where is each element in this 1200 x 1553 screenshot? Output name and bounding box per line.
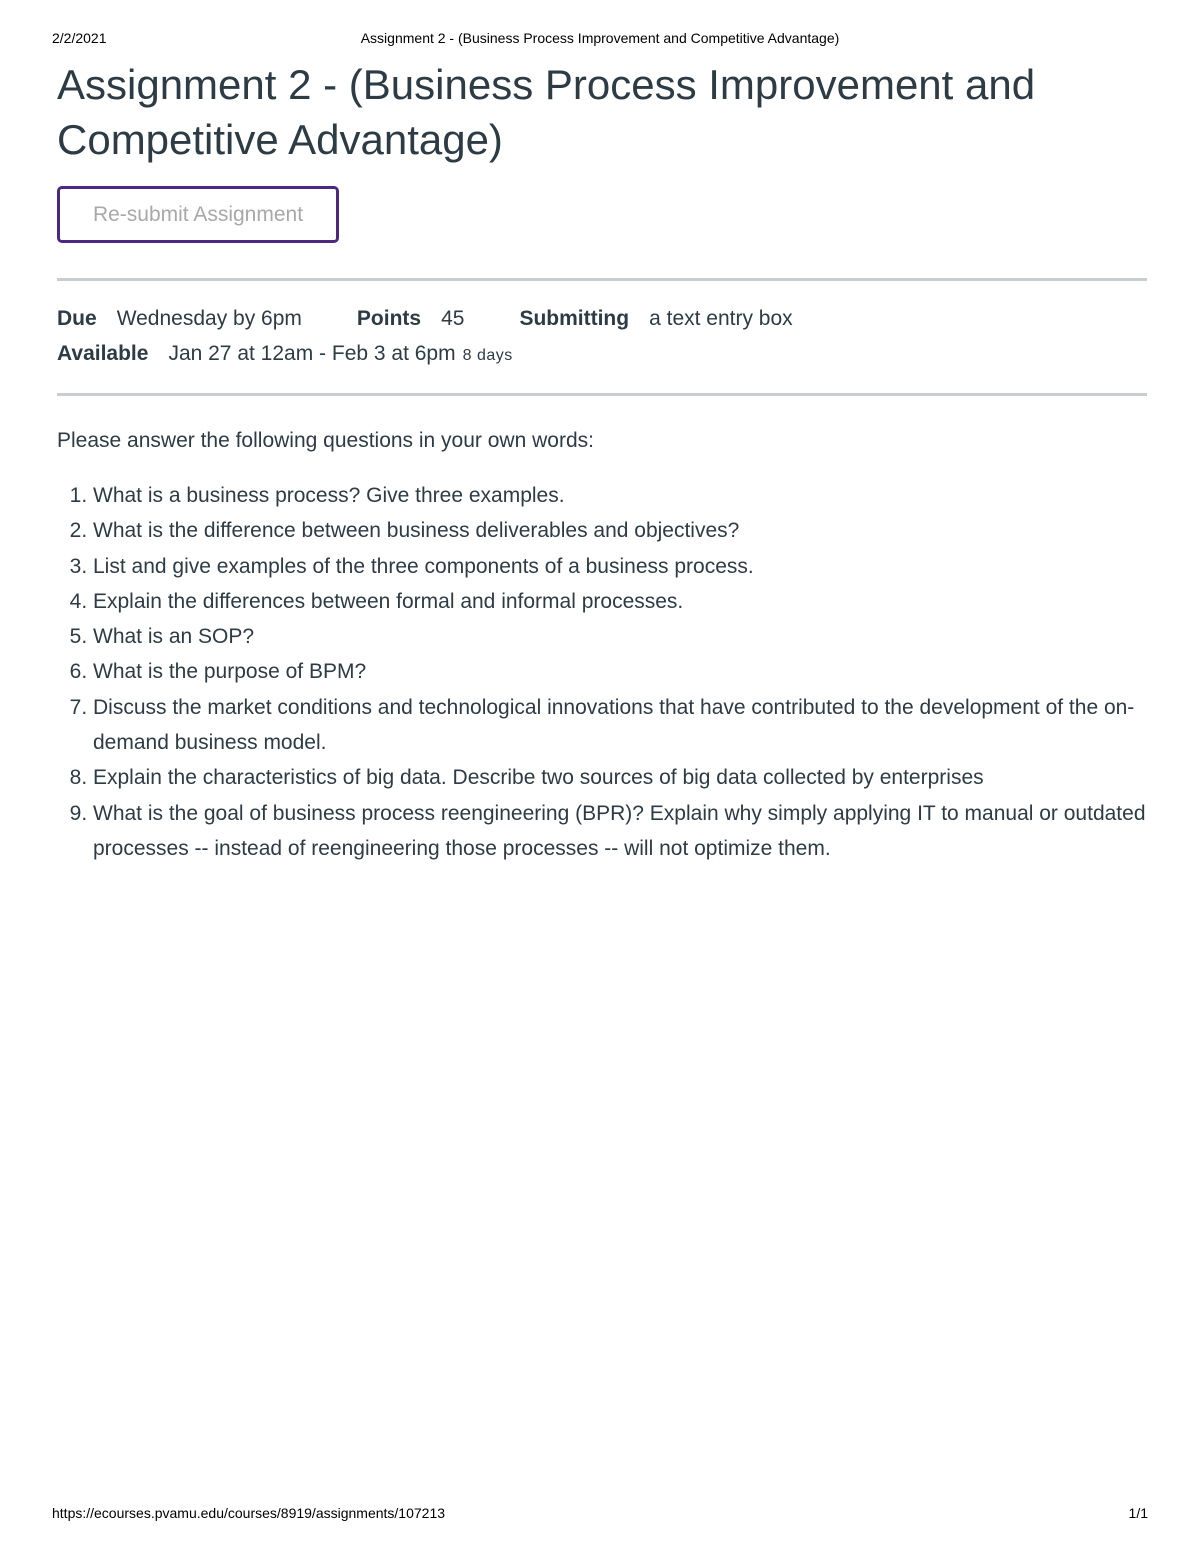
submitting-value: a text entry box bbox=[649, 307, 793, 330]
description-intro: Please answer the following questions in your own words: bbox=[57, 429, 594, 452]
question-item: 2. What is the difference between business deliverables and objectives? bbox=[93, 513, 1147, 548]
assignment-details bbox=[57, 281, 1147, 393]
question-item: 4. Explain the differences between formal and informal processes. bbox=[93, 584, 1147, 619]
print-footer bbox=[52, 1505, 1148, 1525]
details-row-due bbox=[57, 301, 1147, 336]
available-days: 8 days bbox=[462, 347, 513, 364]
details-row-available bbox=[57, 336, 1147, 373]
question-list bbox=[57, 478, 1147, 866]
question-item: 5. What is an SOP? bbox=[93, 619, 1147, 654]
divider bbox=[57, 393, 1147, 396]
available-label: Available bbox=[57, 342, 149, 365]
due-value: Wednesday by 6pm bbox=[116, 307, 302, 330]
question-item: 9. What is the goal of business process reengineering (BPR)? Explain why simply applying IT to manual or outdated processes -- instead of reengineering those processes -- will not optimize them. bbox=[93, 796, 1147, 867]
print-header bbox=[52, 30, 1148, 50]
due-label: Due bbox=[57, 307, 97, 330]
question-item: 8. Explain the characteristics of big data. Describe two sources of big data collected by enterprises bbox=[93, 760, 1147, 795]
points-label: Points bbox=[356, 307, 422, 330]
question-item: 3. List and give examples of the three components of a business process. bbox=[93, 549, 1147, 584]
print-doc-title: Assignment 2 - (Business Process Improvement and Competitive Advantage) bbox=[360, 30, 840, 46]
available-value: Jan 27 at 12am - Feb 3 at 6pm bbox=[168, 342, 456, 365]
print-page-number: 1/1 bbox=[1128, 1505, 1148, 1521]
question-item: 6. What is the purpose of BPM? bbox=[93, 654, 1147, 689]
question-item: 1. What is a business process? Give three examples. bbox=[93, 478, 1147, 513]
print-date: 2/2/2021 bbox=[52, 30, 107, 46]
points-value: 45 bbox=[441, 307, 465, 330]
resubmit-assignment-button[interactable]: Re-submit Assignment bbox=[57, 186, 339, 243]
page-title: Assignment 2 - (Business Process Improvement and Competitive Advantage) bbox=[57, 61, 1036, 163]
print-url: https://ecourses.pvamu.edu/courses/8919/assignments/107213 bbox=[52, 1505, 446, 1521]
submitting-label: Submitting bbox=[519, 307, 630, 330]
assignment-content bbox=[57, 55, 1147, 866]
question-item: 7. Discuss the market conditions and technological innovations that have contributed to the development of the on-demand business model. bbox=[93, 690, 1147, 761]
